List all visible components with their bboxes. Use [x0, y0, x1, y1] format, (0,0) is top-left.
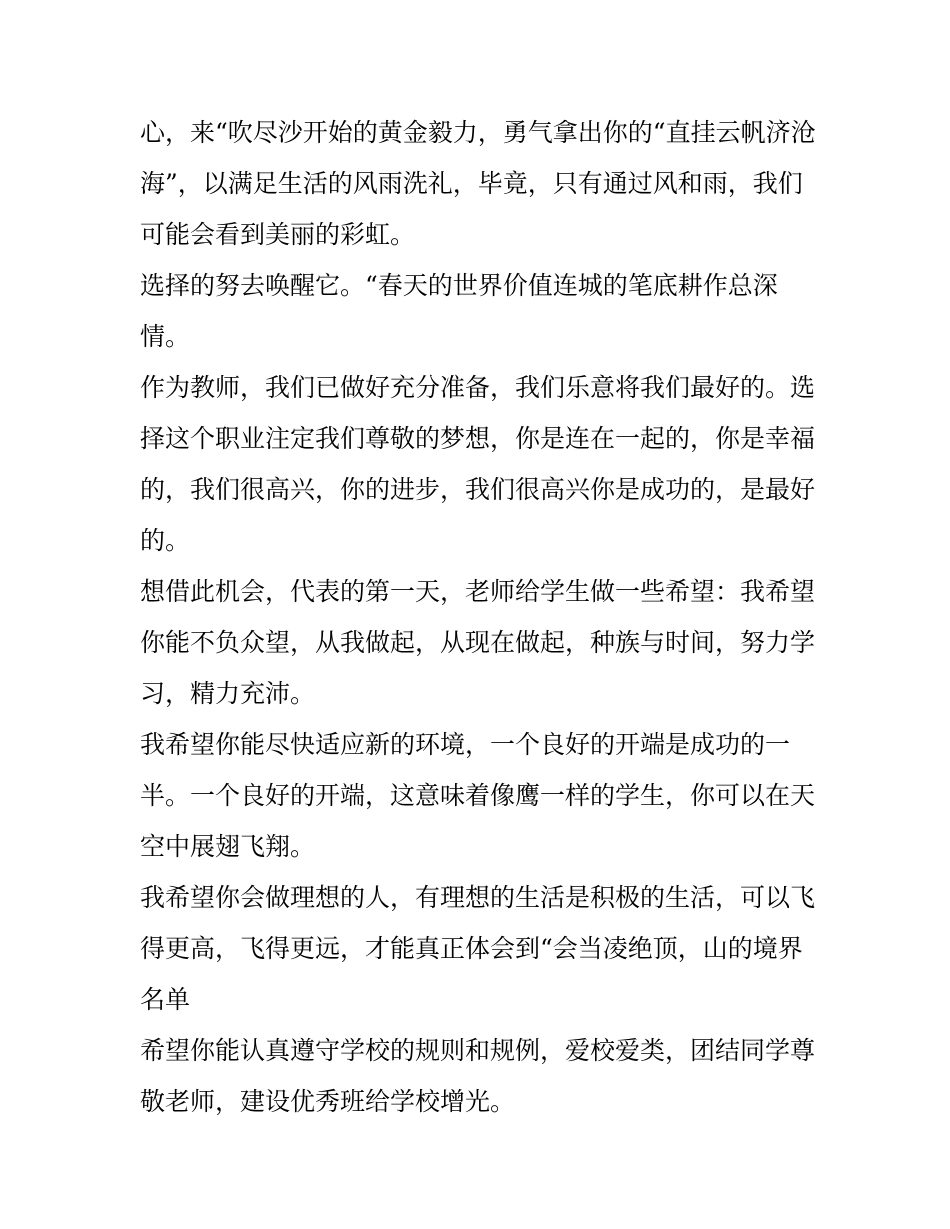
text-line: 名单 [140, 985, 191, 1014]
text-line: 半。一个良好的开端，这意味着像鹰一样的学生，你可以在天 [140, 781, 816, 810]
text-line: 希望你能认真遵守学校的规则和规例，爱校爱类，团结同学尊 [140, 1036, 816, 1065]
text-line: 我希望你能尽快适应新的环境，一个良好的开端是成功的一 [140, 730, 791, 759]
text-line: 作为教师，我们已做好充分准备，我们乐意将我们最好的。选 [140, 373, 816, 402]
text-line: 可能会看到美丽的彩虹。 [140, 220, 416, 249]
text-line: 选择的努去唤醒它。“春天的世界价值连城的笔底耕作总深 [140, 271, 778, 300]
document-body [140, 107, 820, 1127]
text-line: 想借此机会，代表的第一天，老师给学生做一些希望：我希望 [140, 577, 816, 606]
text-line: 空中展翅飞翔。 [140, 832, 316, 861]
text-line: 敬老师，建设优秀班给学校增光。 [140, 1087, 516, 1116]
text-line: 得更高，飞得更远，才能真正体会到“会当凌绝顶，山的境界 [140, 934, 803, 963]
text-line: 的，我们很高兴，你的进步，我们很高兴你是成功的，是最好 [140, 475, 816, 504]
text-line: 择这个职业注定我们尊敬的梦想，你是连在一起的，你是幸福 [140, 424, 816, 453]
text-line: 海”，以满足生活的风雨洗礼，毕竟，只有通过风和雨，我们 [140, 169, 803, 198]
text-line: 我希望你会做理想的人，有理想的生活是积极的生活，可以飞 [140, 883, 816, 912]
text-line: 习，精力充沛。 [140, 679, 316, 708]
text-line: 情。 [140, 322, 191, 351]
text-line: 心，来“吹尽沙开始的黄金毅力，勇气拿出你的“直挂云帆济沧 [140, 118, 816, 147]
text-line: 你能不负众望，从我做起，从现在做起，种族与时间，努力学 [140, 628, 816, 657]
text-line: 的。 [140, 526, 191, 555]
